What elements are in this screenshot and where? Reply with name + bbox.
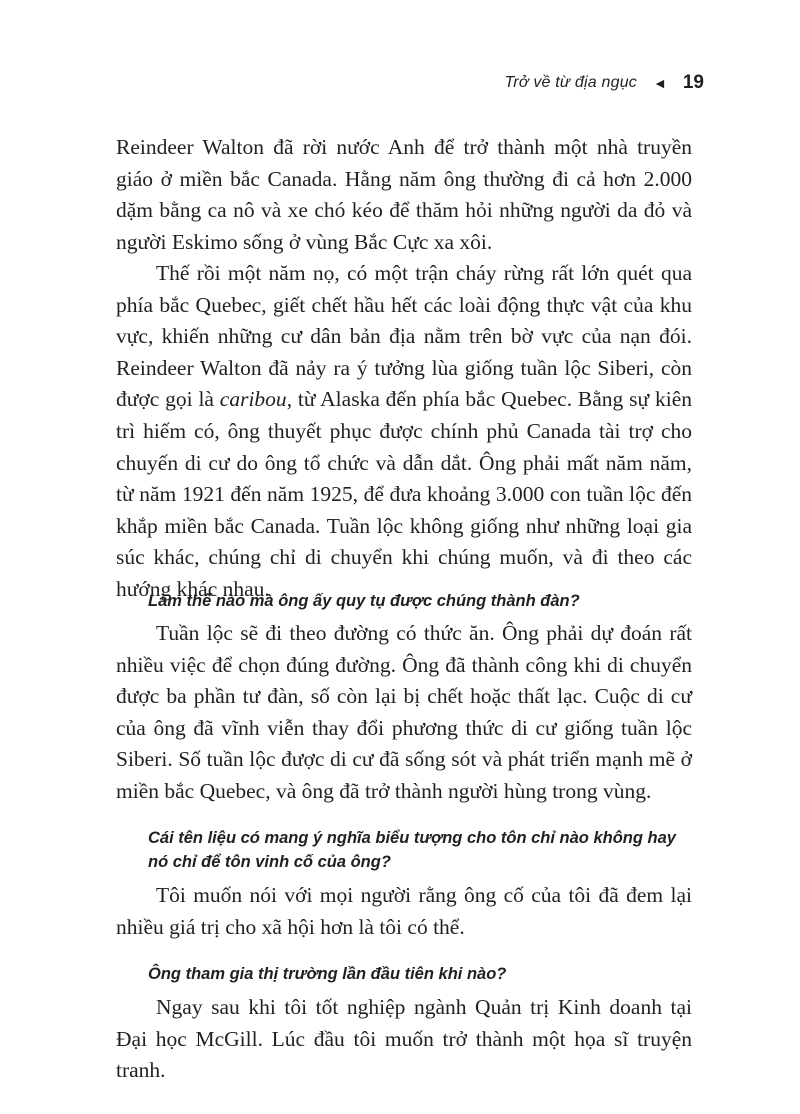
page-number: 19 [682, 72, 704, 93]
running-header [505, 72, 705, 94]
chapter-title: Trở về từ địa ngục [504, 74, 637, 91]
answer-3: Ngay sau khi tôi tốt nghiệp ngành Quản trị Kinh doanh tại Đại học McGill. Lúc đầu tôi muốn trở thành một họa sĩ truyện tranh. [116, 995, 692, 1083]
left-arrow-icon: ◄ [653, 75, 667, 91]
question-3: Ông tham gia thị trường lần đầu tiên khi nào? [148, 965, 507, 983]
paragraph-1: Reindeer Walton đã rời nước Anh để trở thành một nhà truyền giáo ở miền bắc Canada. Hằng năm ông thường đi cả hơn 2.000 dặm bằng ca nô và xe chó kéo để thăm hỏi những người da đỏ và người Eskimo sống ở vùng Bắc Cực xa xôi. [116, 135, 692, 254]
answer-1: Tuần lộc sẽ đi theo đường có thức ăn. Ông phải dự đoán rất nhiều việc để chọn đúng đường. Ông đã thành công khi di chuyển được ba phần tư đàn, số còn lại bị chết hoặc thất lạc. Cuộc di cư của ông đã vĩnh viễn thay đổi phương thức di cư giống tuần lộc Siberi. Số tuần lộc được di cư đã sống sót và phát triển mạnh mẽ ở miền bắc Quebec, và ông đã trở thành người hùng trong vùng. [116, 621, 692, 803]
paragraph-2-text-end: , từ Alaska đến phía bắc Quebec. Bằng sự kiên trì hiếm có, ông thuyết phục được chính phủ Canada tài trợ cho chuyến di cư do ông tổ chức và dẫn dắt. Ông phải mất năm năm, từ năm 1921 đến năm 1925, để đưa khoảng 3.000 con tuần lộc đến khắp miền bắc Canada. Tuần lộc không giống như những loại gia súc khác, chúng chỉ di chuyển khi chúng muốn, và đi theo các hướng khác nhau. [116, 387, 692, 601]
question-2: Cái tên liệu có mang ý nghĩa biểu tượng cho tôn chỉ nào không hay nó chỉ để tôn vinh cố của ông? [148, 829, 676, 871]
caribou-term: caribou [219, 387, 287, 412]
answer-2: Tôi muốn nói với mọi người rằng ông cố của tôi đã đem lại nhiều giá trị cho xã hội hơn là tôi có thể. [116, 883, 692, 939]
question-1: Làm thế nào mà ông ấy quy tụ được chúng thành đàn? [148, 592, 580, 610]
paragraph-2 [116, 258, 692, 606]
paragraph-2-text-start: Thế rồi một năm nọ, có một trận cháy rừng rất lớn quét qua phía bắc Quebec, giết chết hầu hết các loài động thực vật của khu vực, khiến những cư dân bản địa nằm trên bờ vực của nạn đói. Reindeer Walton đã nảy ra ý tưởng lùa giống tuần lộc Siberi, còn được gọi là [116, 261, 692, 412]
